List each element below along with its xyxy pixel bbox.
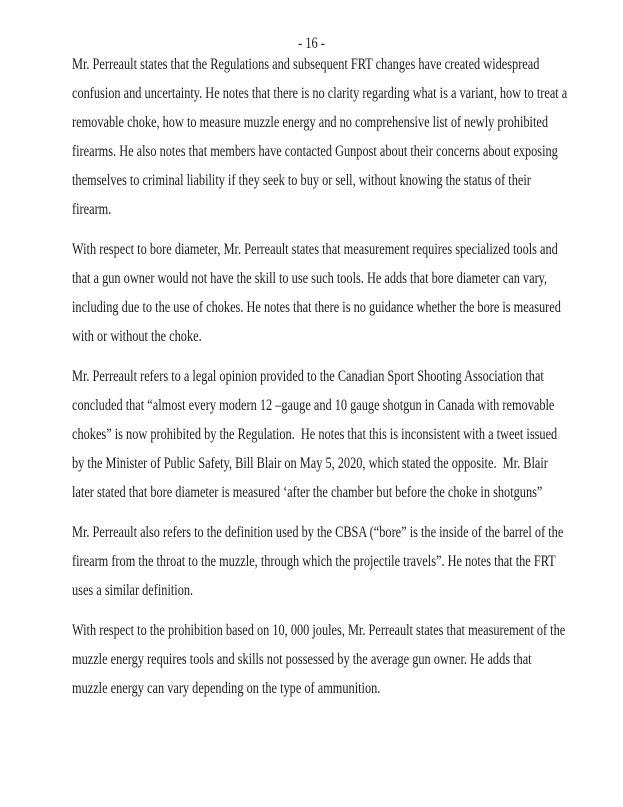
text-line: removable choke, how to measure muzzle energy and no comprehensive list of newly prohibited <box>72 114 549 131</box>
paragraph <box>72 362 623 507</box>
text-line: concluded that “almost every modern 12 –gauge and 10 gauge shotgun in Canada with removable <box>72 397 555 414</box>
text-line: confusion and uncertainty. He notes that there is no clarity regarding what is a variant, how to treat a <box>72 85 568 102</box>
paragraph <box>72 518 623 605</box>
text-line: uses a similar definition. <box>72 582 194 599</box>
text-line: including due to the use of chokes. He notes that there is no guidance whether the bore is measured <box>72 299 561 316</box>
text-line: firearms. He also notes that members have contacted Gunpost about their concerns about exposing <box>72 143 558 160</box>
document-body <box>72 50 623 714</box>
text-line: muzzle energy requires tools and skills not possessed by the average gun owner. He adds that <box>72 651 532 668</box>
text-line: firearm. <box>72 201 112 218</box>
paragraph <box>72 616 623 703</box>
text-line: chokes” is now prohibited by the Regulation. He notes that this is inconsistent with a tweet issued <box>72 426 558 443</box>
text-line: Mr. Perreault states that the Regulations and subsequent FRT changes have created widespread <box>72 56 540 73</box>
text-line: With respect to the prohibition based on 10, 000 joules, Mr. Perreault states that measurement of the <box>72 622 566 639</box>
text-line: themselves to criminal liability if they seek to buy or sell, without knowing the status of their <box>72 172 531 189</box>
text-line: Mr. Perreault also refers to the definition used by the CBSA (“bore” is the inside of the barrel of the <box>72 524 564 541</box>
text-line: With respect to bore diameter, Mr. Perreault states that measurement requires specialized tools and <box>72 241 558 258</box>
text-line: muzzle energy can vary depending on the type of ammunition. <box>72 680 381 697</box>
paragraph <box>72 235 623 351</box>
text-line: by the Minister of Public Safety, Bill Blair on May 5, 2020, which stated the opposite. Mr. Blair <box>72 455 548 472</box>
text-line: Mr. Perreault refers to a legal opinion provided to the Canadian Sport Shooting Association that <box>72 368 544 385</box>
text-line: that a gun owner would not have the skill to use such tools. He adds that bore diameter can vary, <box>72 270 548 287</box>
text-line: firearm from the throat to the muzzle, through which the projectile travels”. He notes that the FRT <box>72 553 556 570</box>
page-number: - 16 - <box>298 35 325 52</box>
text-line: later stated that bore diameter is measured ‘after the chamber but before the choke in shotguns” <box>72 484 543 501</box>
paragraph <box>72 50 623 224</box>
text-line: with or without the choke. <box>72 328 202 345</box>
